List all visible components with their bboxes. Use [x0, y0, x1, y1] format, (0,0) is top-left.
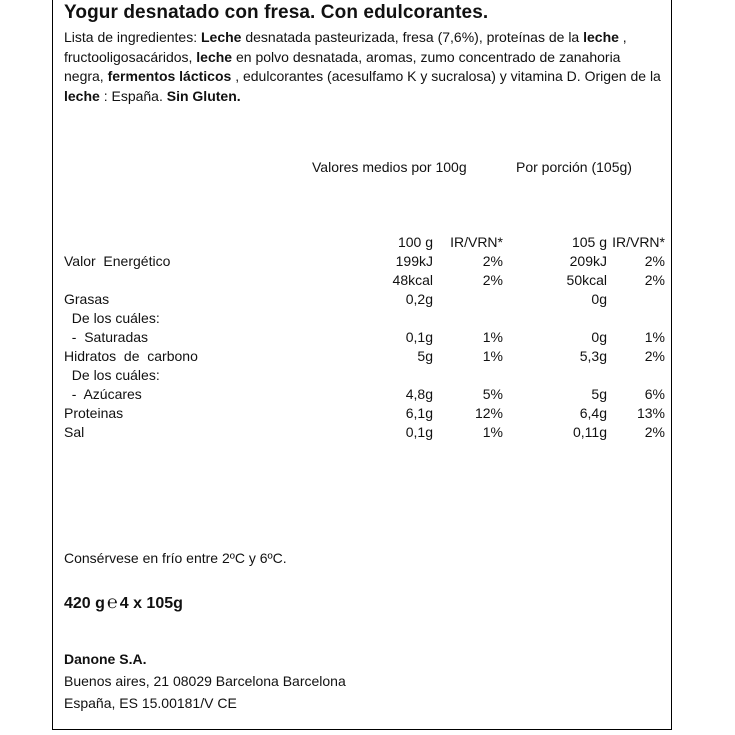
- ingredient-allergen: Sin Gluten.: [166, 87, 241, 104]
- nutrition-row: [0, 348, 735, 367]
- pct-105g: 2%: [644, 348, 665, 364]
- nutrient-label: Valor Energético: [64, 253, 171, 269]
- nutrition-row: [0, 253, 735, 272]
- ingredients-list: [64, 28, 664, 106]
- value-100g: 0,1g: [405, 329, 433, 345]
- value-105g: 6,4g: [579, 405, 607, 421]
- value-105g: 5g: [591, 386, 607, 402]
- pct-100g: 2%: [482, 253, 503, 269]
- estimated-sign-icon: ℮: [106, 592, 118, 612]
- nutrition-row: [0, 272, 735, 291]
- value-100g: 5g: [417, 348, 433, 364]
- company-registration: España, ES 15.00181/V CE: [64, 695, 237, 711]
- nutrition-row: [0, 329, 735, 348]
- pct-105g: 6%: [644, 386, 665, 402]
- nutrient-label: Grasas: [64, 291, 110, 307]
- nutrition-column-headers: [0, 234, 735, 253]
- value-105g: 0g: [591, 329, 607, 345]
- company-address: Buenos aires, 21 08029 Barcelona Barcelona: [64, 673, 346, 689]
- ingredient-allergen: leche: [196, 48, 233, 65]
- header-per-portion: Por porción (105g): [516, 159, 632, 175]
- pct-100g: 12%: [474, 405, 503, 421]
- ingredient-text: : España.: [99, 87, 167, 104]
- value-100g: 0,1g: [405, 424, 433, 440]
- storage-instructions: Consérvese en frío entre 2ºC y 6ºC.: [64, 550, 287, 566]
- pack-format: 4 x 105g: [119, 595, 183, 612]
- ingredient-allergen: leche: [64, 87, 100, 104]
- pct-100g: 2%: [482, 272, 503, 288]
- pct-105g: 2%: [644, 424, 665, 440]
- nutrition-row: [0, 310, 735, 329]
- col-header-100g: 100 g: [397, 234, 433, 250]
- nutrition-row: [0, 424, 735, 443]
- net-weight: 420 g: [64, 595, 105, 612]
- value-100g: 199kJ: [395, 253, 433, 269]
- value-105g: 209kJ: [569, 253, 607, 269]
- company-name: Danone S.A.: [64, 651, 147, 667]
- ingredient-text: Lista de ingredientes:: [64, 29, 201, 45]
- value-105g: 0,11g: [573, 424, 607, 440]
- value-100g: 6,1g: [405, 405, 433, 421]
- ingredient-allergen: Leche: [200, 29, 242, 45]
- nutrient-label: De los cuáles:: [64, 310, 160, 326]
- value-105g: 0g: [591, 291, 607, 307]
- ingredient-allergen: fermentos lácticos: [107, 68, 232, 84]
- pct-105g: 2%: [644, 272, 665, 288]
- pct-105g: 1%: [644, 329, 665, 345]
- nutrition-row: [0, 386, 735, 405]
- ingredient-text: , edulcorantes (acesulfamo K y sucralosa) y vitamina D. Origen de la: [231, 68, 661, 84]
- product-title: Yogur desnatado con fresa. Con edulcorantes.: [64, 2, 489, 23]
- value-100g: 48kcal: [392, 272, 433, 288]
- pct-105g: 13%: [636, 405, 665, 421]
- nutrient-label: Sal: [64, 424, 85, 440]
- nutrition-row: [0, 367, 735, 386]
- nutrition-row: [0, 405, 735, 424]
- nutrition-row: [0, 291, 735, 310]
- pct-100g: 1%: [482, 424, 503, 440]
- nutrient-label: Hidratos de carbono: [64, 348, 198, 364]
- value-100g: 4,8g: [405, 386, 433, 402]
- col-header-pct-105g: IR/VRN*: [612, 234, 665, 250]
- pct-100g: 5%: [482, 386, 503, 402]
- value-105g: 5,3g: [579, 348, 607, 364]
- col-header-pct-100g: IR/VRN*: [450, 234, 503, 250]
- pct-100g: 1%: [482, 329, 503, 345]
- nutrient-label: Proteinas: [64, 405, 124, 421]
- pct-105g: 2%: [644, 253, 665, 269]
- header-per-100g: Valores medios por 100g: [312, 159, 467, 175]
- value-105g: 50kcal: [566, 272, 607, 288]
- nutrient-label: - Azúcares: [64, 386, 142, 402]
- pct-100g: 1%: [482, 348, 503, 364]
- ingredient-text: desnatada pasteurizada, fresa (7,6%), proteínas de la: [241, 29, 584, 45]
- nutrient-label: - Saturadas: [64, 329, 149, 345]
- ingredient-allergen: leche: [583, 29, 619, 45]
- col-header-105g: 105 g: [571, 234, 607, 250]
- net-weight-line: [64, 592, 183, 613]
- ingredient-text: , fructooligosacáridos,: [64, 29, 627, 65]
- nutrient-label: De los cuáles:: [64, 367, 160, 383]
- ingredient-text: en polvo desnatada, aromas, zumo concentrado de zanahoria negra,: [64, 48, 621, 84]
- value-100g: 0,2g: [405, 291, 433, 307]
